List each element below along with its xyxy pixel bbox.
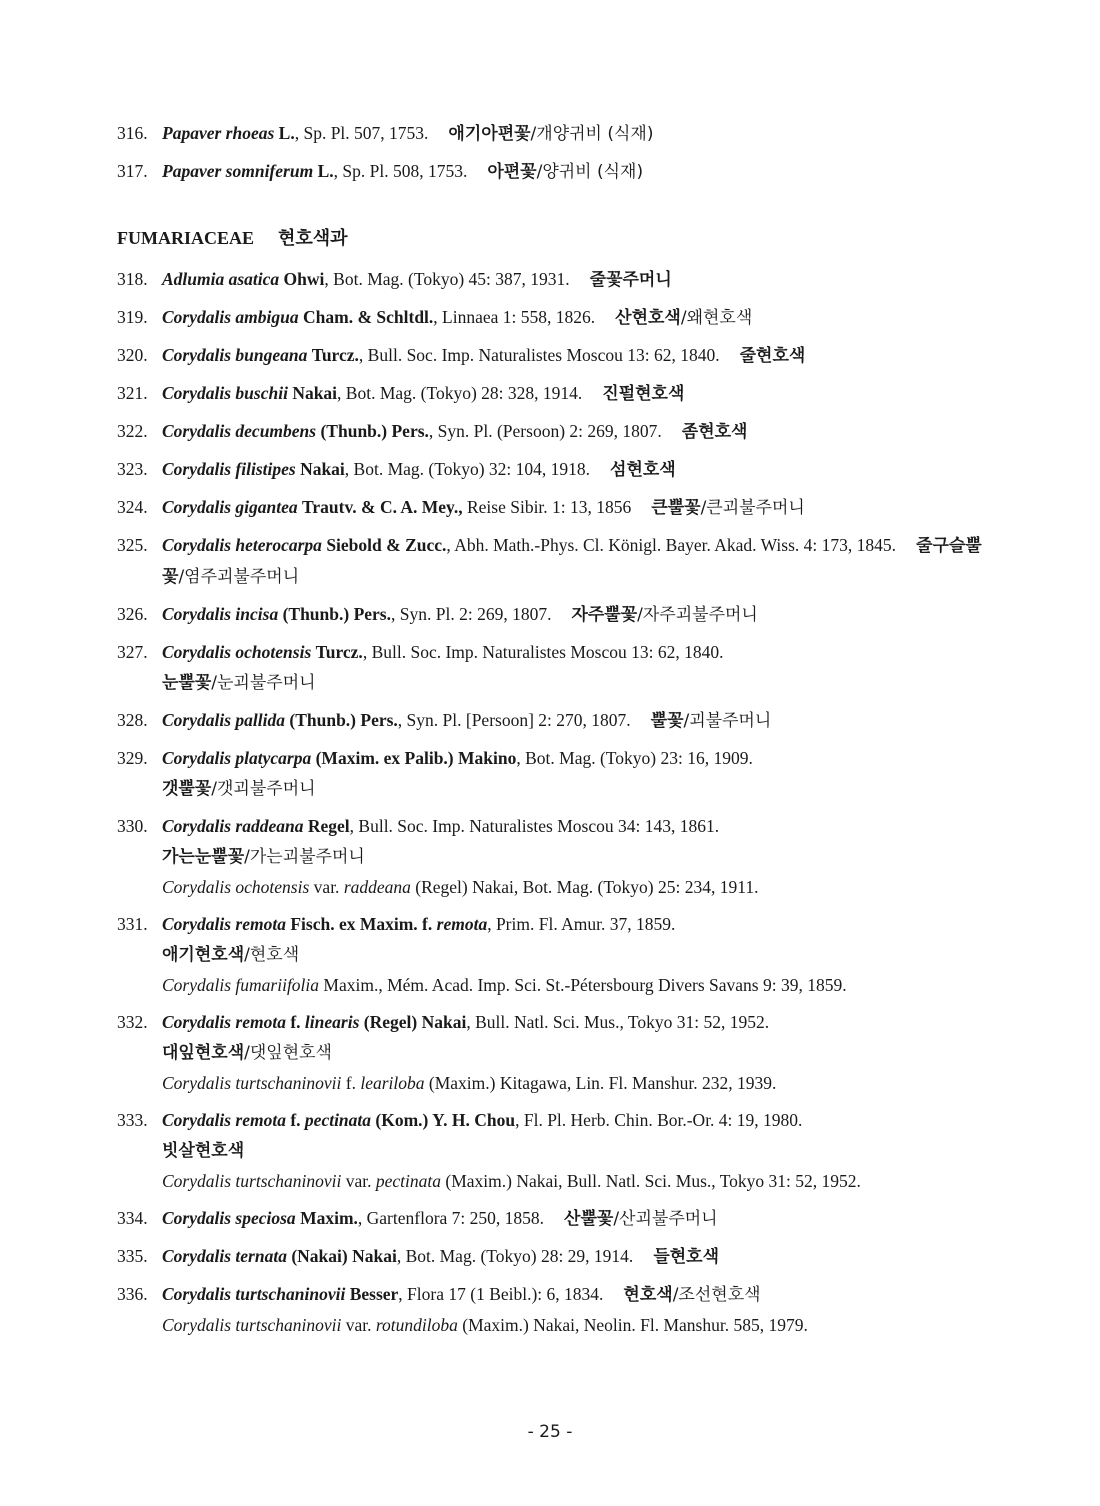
citation: , Bot. Mag. (Tokyo) 45: 387, 1931. (324, 269, 570, 289)
author: L. (317, 161, 334, 181)
korean-alt-name: /댓잎현호색 (244, 1043, 332, 1063)
korean-alt-name: /염주괴불주머니 (178, 567, 300, 587)
author: (Maxim. ex Palib.) Makino (315, 748, 517, 768)
author: (Thunb.) Pers. (320, 421, 429, 441)
synonym-genus: Corydalis turtschaninovii (162, 1073, 342, 1093)
synonym-rank: var. (341, 1171, 376, 1191)
form-epithet: pectinata (304, 1110, 372, 1130)
scientific-name: Corydalis remota (162, 1012, 286, 1032)
form-epithet: remota (436, 914, 488, 934)
entry-number: 325. (117, 535, 148, 555)
list-item (117, 378, 987, 409)
form-author: (Regel) Nakai (363, 1012, 467, 1032)
list-item (117, 1279, 987, 1340)
author: Trautv. & C. A. Mey., (302, 497, 463, 517)
korean-name: 눈뿔꽃 (162, 673, 212, 693)
list-item (117, 454, 987, 485)
korean-name: 섬현호색 (610, 460, 676, 480)
korean-name: 애기현호색 (162, 945, 245, 965)
entry-number: 321. (117, 383, 148, 403)
author: Nakai (292, 383, 338, 403)
synonym (162, 1073, 776, 1093)
synonym-rank: var. (341, 1315, 376, 1335)
synonym-genus: Corydalis turtschaninovii (162, 1171, 342, 1191)
entry-number: 319. (117, 307, 148, 327)
author: Besser (349, 1284, 399, 1304)
form-epithet: linearis (304, 1012, 360, 1032)
korean-name: 대잎현호색 (162, 1043, 245, 1063)
entry-number: 334. (117, 1208, 148, 1228)
korean-name: 애기아편꽃 (448, 124, 531, 144)
synonym (162, 975, 847, 995)
entry-number: 320. (117, 345, 148, 365)
entry-number: 335. (117, 1246, 148, 1266)
korean-alt-name: /양귀비 (식재) (536, 162, 644, 182)
entry-number: 317. (117, 161, 148, 181)
author: Maxim. (300, 1208, 358, 1228)
author: Regel (307, 816, 350, 836)
citation: , Linnaea 1: 558, 1826. (433, 307, 596, 327)
citation: , Bot. Mag. (Tokyo) 28: 328, 1914. (337, 383, 583, 403)
korean-name: 뿔꽃 (650, 711, 684, 731)
synonym-epithet: raddeana (343, 877, 411, 897)
synonym-citation: (Regel) Nakai, Bot. Mag. (Tokyo) 25: 234, 1911. (410, 877, 759, 897)
korean-name: 줄구슬뿔꽃 (162, 536, 982, 587)
form-author: (Kom.) Y. H. Chou (375, 1110, 516, 1130)
scientific-name: Papaver somniferum (162, 161, 314, 181)
entry-number: 332. (117, 1012, 148, 1032)
author: f. (290, 1012, 301, 1032)
scientific-name: Corydalis platycarpa (162, 748, 312, 768)
list-item (117, 302, 987, 333)
citation: , Prim. Fl. Amur. 37, 1859. (487, 914, 676, 934)
scientific-name: Corydalis gigantea (162, 497, 298, 517)
author: (Thunb.) Pers. (289, 710, 398, 730)
synonym-epithet: pectinata (375, 1171, 442, 1191)
citation: Reise Sibir. 1: 13, 1856 (462, 497, 632, 517)
citation: , Bull. Soc. Imp. Naturalistes Moscou 34: 143, 1861. (349, 816, 720, 836)
list-item (117, 909, 987, 1000)
scientific-name: Corydalis decumbens (162, 421, 317, 441)
synonym-citation: (Maxim.) Nakai, Bull. Natl. Sci. Mus., Tokyo 31: 52, 1952. (441, 1171, 861, 1191)
author: (Thunb.) Pers. (282, 604, 391, 624)
list-item (117, 1105, 987, 1196)
korean-name: 가는눈뿔꽃 (162, 847, 245, 867)
synonym-citation: (Maxim.) Nakai, Neolin. Fl. Manshur. 585, 1979. (457, 1315, 808, 1335)
korean-name: 좀현호색 (681, 422, 748, 442)
citation: , Syn. Pl. (Persoon) 2: 269, 1807. (428, 421, 662, 441)
korean-name: 줄현호색 (739, 346, 806, 366)
author: Siebold & Zucc. (326, 535, 447, 555)
synonym-genus: Corydalis turtschaninovii (162, 1315, 342, 1335)
korean-name: 들현호색 (653, 1247, 720, 1267)
scientific-name: Corydalis remota (162, 1110, 286, 1130)
citation: , Sp. Pl. 508, 1753. (333, 161, 468, 181)
citation: , Bull. Natl. Sci. Mus., Tokyo 31: 52, 1952. (466, 1012, 770, 1032)
entry-number: 330. (117, 816, 148, 836)
entry-number: 316. (117, 123, 148, 143)
entry-number: 333. (117, 1110, 148, 1130)
list-item (117, 705, 987, 736)
scientific-name: Corydalis raddeana (162, 816, 304, 836)
synonym-epithet: leariloba (360, 1073, 425, 1093)
list-item (117, 264, 987, 295)
scientific-name: Corydalis pallida (162, 710, 285, 730)
korean-alt-name: /현호색 (244, 945, 300, 965)
scientific-name: Corydalis incisa (162, 604, 279, 624)
korean-alt-name: /개양귀비 (식재) (530, 124, 654, 144)
citation: , Sp. Pl. 507, 1753. (294, 123, 429, 143)
synonym (162, 1171, 861, 1191)
entry-number: 318. (117, 269, 148, 289)
scientific-name: Corydalis ternata (162, 1246, 287, 1266)
author: Turcz. (315, 642, 363, 662)
korean-name: 큰뿔꽃 (651, 498, 701, 518)
synonym-genus: Corydalis fumariifolia (162, 975, 320, 995)
synonym-epithet: rotundiloba (375, 1315, 458, 1335)
korean-name: 현호색 (623, 1285, 673, 1305)
scientific-name: Corydalis remota (162, 914, 286, 934)
scientific-name: Corydalis ambigua (162, 307, 299, 327)
synonym-citation: (Maxim.) Kitagawa, Lin. Fl. Manshur. 232, 1939. (424, 1073, 777, 1093)
list-item (117, 743, 987, 804)
citation: , Syn. Pl. [Persoon] 2: 270, 1807. (397, 710, 631, 730)
korean-name: 산뿔꽃 (564, 1209, 614, 1229)
entry-number: 324. (117, 497, 148, 517)
citation: , Bot. Mag. (Tokyo) 28: 29, 1914. (396, 1246, 634, 1266)
scientific-name: Corydalis buschii (162, 383, 288, 403)
entry-number: 336. (117, 1284, 148, 1304)
korean-name: 진펄현호색 (602, 384, 685, 404)
synonym-rank: f. (341, 1073, 361, 1093)
list-item (117, 1241, 987, 1272)
author: Turcz. (311, 345, 359, 365)
citation: , Bot. Mag. (Tokyo) 32: 104, 1918. (344, 459, 591, 479)
list-item (117, 492, 987, 523)
author: L. (278, 123, 295, 143)
korean-name: 아편꽃 (487, 162, 537, 182)
korean-alt-name: /왜현호색 (680, 308, 753, 328)
species-list (117, 118, 987, 1340)
citation: , Gartenflora 7: 250, 1858. (357, 1208, 545, 1228)
korean-alt-name: /눈괴불주머니 (211, 673, 316, 693)
synonym-genus: Corydalis ochotensis (162, 877, 310, 897)
list-item (117, 340, 987, 371)
korean-alt-name: /자주괴불주머니 (637, 605, 758, 625)
entry-number: 323. (117, 459, 148, 479)
author: (Nakai) Nakai (291, 1246, 397, 1266)
scientific-name: Corydalis turtschaninovii (162, 1284, 346, 1304)
family-latin: FUMARIACEAE (117, 228, 254, 248)
author: f. (290, 1110, 301, 1130)
korean-name: 산현호색 (615, 308, 681, 328)
korean-name: 자주뿔꽃 (571, 605, 638, 625)
synonym (162, 1315, 808, 1335)
family-heading (117, 223, 987, 254)
list-item (117, 156, 987, 187)
list-item (117, 1203, 987, 1234)
entry-number: 326. (117, 604, 148, 624)
citation: , Bull. Soc. Imp. Naturalistes Moscou 13: 62, 1840. (362, 642, 724, 662)
family-korean: 현호색과 (278, 228, 348, 249)
list-item (117, 118, 987, 149)
citation: , Bull. Soc. Imp. Naturalistes Moscou 13: 62, 1840. (358, 345, 720, 365)
scientific-name: Corydalis speciosa (162, 1208, 296, 1228)
list-item (117, 599, 987, 630)
entry-number: 328. (117, 710, 148, 730)
scientific-name: Adlumia asatica (162, 269, 280, 289)
korean-name: 갯뿔꽃 (162, 779, 212, 799)
list-item (117, 416, 987, 447)
author: Nakai (300, 459, 345, 479)
korean-alt-name: /조선현호색 (672, 1285, 761, 1305)
author: Fisch. ex Maxim. f. (290, 914, 433, 934)
list-item (117, 530, 987, 592)
list-item (117, 637, 987, 698)
citation: , Bot. Mag. (Tokyo) 23: 16, 1909. (516, 748, 753, 768)
citation: , Abh. Math.-Phys. Cl. Königl. Bayer. Akad. Wiss. 4: 173, 1845. (446, 535, 897, 555)
entry-number: 331. (117, 914, 148, 934)
citation: , Syn. Pl. 2: 269, 1807. (391, 604, 552, 624)
synonym-rank: var. (309, 877, 344, 897)
citation: , Fl. Pl. Herb. Chin. Bor.-Or. 4: 19, 1980. (515, 1110, 803, 1130)
korean-alt-name: /갯괴불주머니 (211, 779, 316, 799)
korean-alt-name: /괴불주머니 (683, 711, 772, 731)
author: Ohwi (283, 269, 325, 289)
entry-number: 322. (117, 421, 148, 441)
synonym-citation: Maxim., Mém. Acad. Imp. Sci. St.-Pétersbourg Divers Savans 9: 39, 1859. (319, 975, 847, 995)
entry-number: 329. (117, 748, 148, 768)
list-item (117, 811, 987, 902)
scientific-name: Corydalis filistipes (162, 459, 296, 479)
korean-alt-name: /산괴불주머니 (613, 1209, 718, 1229)
korean-name: 줄꽃주머니 (589, 270, 672, 290)
korean-alt-name: /큰괴불주머니 (700, 498, 805, 518)
korean-alt-name: /가는괴불주머니 (244, 847, 365, 867)
list-item (117, 1007, 987, 1098)
author: Cham. & Schltdl. (303, 307, 434, 327)
scientific-name: Corydalis bungeana (162, 345, 308, 365)
korean-name: 빗살현호색 (162, 1141, 245, 1161)
scientific-name: Papaver rhoeas (162, 123, 275, 143)
scientific-name: Corydalis heterocarpa (162, 535, 322, 555)
entry-number: 327. (117, 642, 148, 662)
page-number: - 25 - (527, 1422, 573, 1442)
citation: , Flora 17 (1 Beibl.): 6, 1834. (398, 1284, 604, 1304)
synonym (162, 877, 758, 897)
scientific-name: Corydalis ochotensis (162, 642, 312, 662)
